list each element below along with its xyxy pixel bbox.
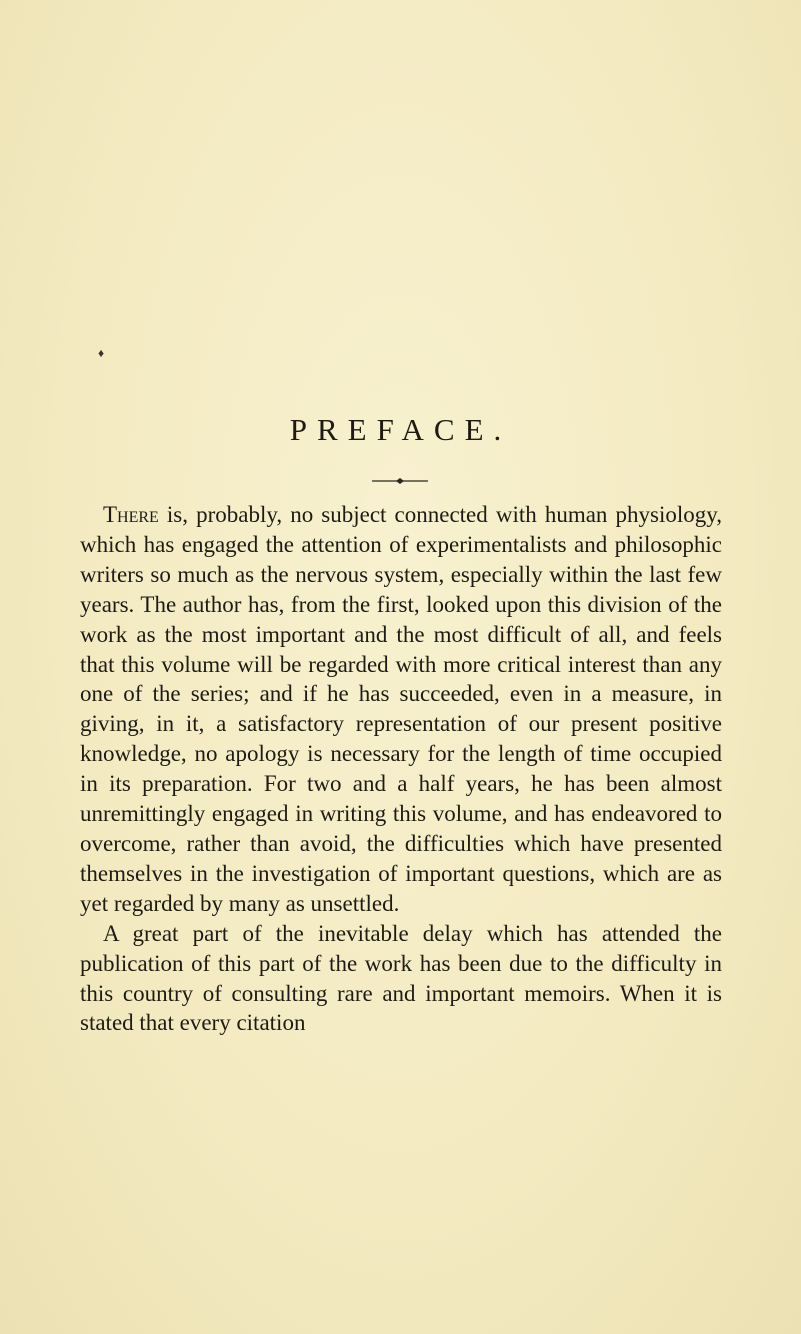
drop-word: There bbox=[103, 502, 159, 527]
divider-ornament bbox=[372, 477, 428, 485]
page-title: PREFACE. bbox=[289, 412, 512, 447]
paragraph-2 bbox=[80, 919, 722, 1039]
margin-mark: ♦ bbox=[98, 346, 105, 360]
paragraph-1 bbox=[80, 500, 722, 919]
paragraph-2-text: A great part of the inevitable delay which has attended the publication of this part of the work has been due to the difficulty in this country of consulting rare and important memoirs. When it is stated that every citation bbox=[80, 920, 722, 1036]
paragraph-1-text: is, probably, no subject connected with human physiology, which has engaged the attention of experimentalists and philosophic writers so much as the nervous system, especially within the last few years. The author has, from the first, looked upon this division of the work as the most important and the most difficult of all, and feels that this volume will be regarded with more critical interest than any one of the series; and if he has succeeded, even in a measure, in giving, in it, a satisfactory representation of our present positive knowledge, no apology is necessary for the length of time occupied in its preparation. For two and a half years, he has been almost unremittingly engaged in writing this volume, and has endeavored to overcome, rather than avoid, the difficulties which have presented themselves in the investigation of important questions, which are as yet regarded by many as unsettled. bbox=[80, 502, 722, 916]
body-text bbox=[80, 500, 722, 1038]
